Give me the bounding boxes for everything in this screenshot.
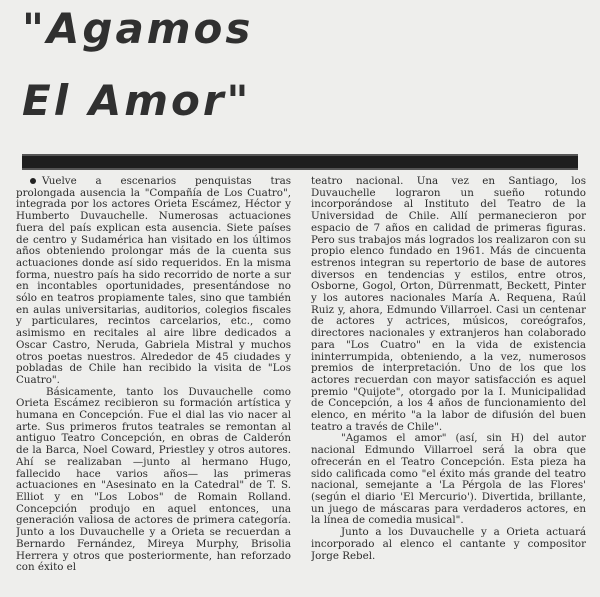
- article-paragraph: Básicamente, tanto los Duvauchelle como Orieta Escámez recibieron su formación artística y humana en Concepción. Fue el dial las vio nacer al arte. Sus primeros frutos teatrales se remontan al antiguo Teatro Concepción, en obras de Calderón de la Barca, Noel Coward, Priestley y otros autores. Ahí se realizaban —junto al hermano Hugo, fallecido hace varios años— las primeras actuaciones en "Asesinato en la Catedral" de T. S. Elliot y en "Los Lobos" de Romain Rolland. Concepción produjo en aquel entonces, una generación valiosa de actores de primera categoría. Junto a los Duvauchelle y a Orieta se recuerdan a Bernardo Fernández, Mireya Murphy, Brisolia Herrera y otros que posteriormente, han reforzado con éxito el: [16, 385, 291, 574]
- article-paragraph: Junto a los Duvauchelle y a Orieta actuará incorporado al elenco el cantante y compositor Jorge Rebel.: [311, 526, 586, 562]
- bullet-icon: [30, 178, 36, 184]
- article-column-left: [16, 176, 291, 594]
- article-column-right: [311, 176, 586, 594]
- headline-line-1: "Agamos: [22, 4, 254, 53]
- headline-line-2: El Amor": [22, 76, 252, 125]
- article-paragraph: teatro nacional. Una vez en Santiago, los Duvauchelle lograron un sueño rotundo incorporándose al Instituto del Teatro de la Universidad de Chile. Allí permanecieron por espacio de 7 años en calidad de primeras figuras. Pero sus trabajos más logrados los realizaron con su propio elenco fundado en 1961. Más de cincuenta estrenos integran su repertorio de base de autores diversos en tendencias y estilos, entre otros, Osborne, Gogol, Orton, Dürrenmatt, Beckett, Pinter y los autores nacionales María A. Requena, Raúl Ruiz y, ahora, Edmundo Villarroel. Casi un centenar de actores y actrices, músicos, coreógrafos, directores nacionales y extranjeros han colaborado para "Los Cuatro" en la vida de existencia ininterrumpida, obteniendo, a la vez, numerosos premios de interpretación. Uno de los que los actores recuerdan con mayor satisfacción es aquel premio "Quijote", otorgado por la I. Municipalidad de Concepción, a los 4 años de funcionamiento del elenco, en mérito "a la labor de difusión del buen teatro a través de Chile".: [311, 176, 586, 433]
- paragraph-text: Vuelve a escenarios penquistas tras prolongada ausencia la "Compañía de Los Cuatro", integrada por los actores Orieta Escámez, Héctor y Humberto Duvauchelle. Numerosas actuaciones fuera del país explican esta ausencia. Siete países de centro y Sudamérica han visitado en los últimos años obteniendo prolongar más de la cuenta sus actuaciones donde así sido requeridos. En la misma forma, nuestro país ha sido recorrido de norte a sur en incontables oportunidades, presentándose no sólo en teatros propiamente tales, sino que también en aulas universitarias, auditorios, colegios fiscales y particulares, recintos carcelarios, etc., como asimismo en recitales al aire libre dedicados a Oscar Castro, Neruda, Gabriela Mistral y muchos otros poetas nuestros. Alrededor de 45 ciudades y pobladas de Chile han recibido la visita de "Los Cuatro".: [16, 176, 291, 386]
- headline-divider-rule: [22, 154, 578, 170]
- article-paragraph: [16, 176, 291, 387]
- article-paragraph: "Agamos el amor" (así, sin H) del autor nacional Edmundo Villarroel será la obra que ofrecerán en el Teatro Concepción. Esta pieza ha sido calificada como "el éxito más grande del teatro nacional, semejante a 'La Pérgola de las Flores' (según el diario 'El Mercurio'). Divertida, brillante, un juego de máscaras para verdaderos actores, en la línea de comedia musical".: [311, 432, 586, 527]
